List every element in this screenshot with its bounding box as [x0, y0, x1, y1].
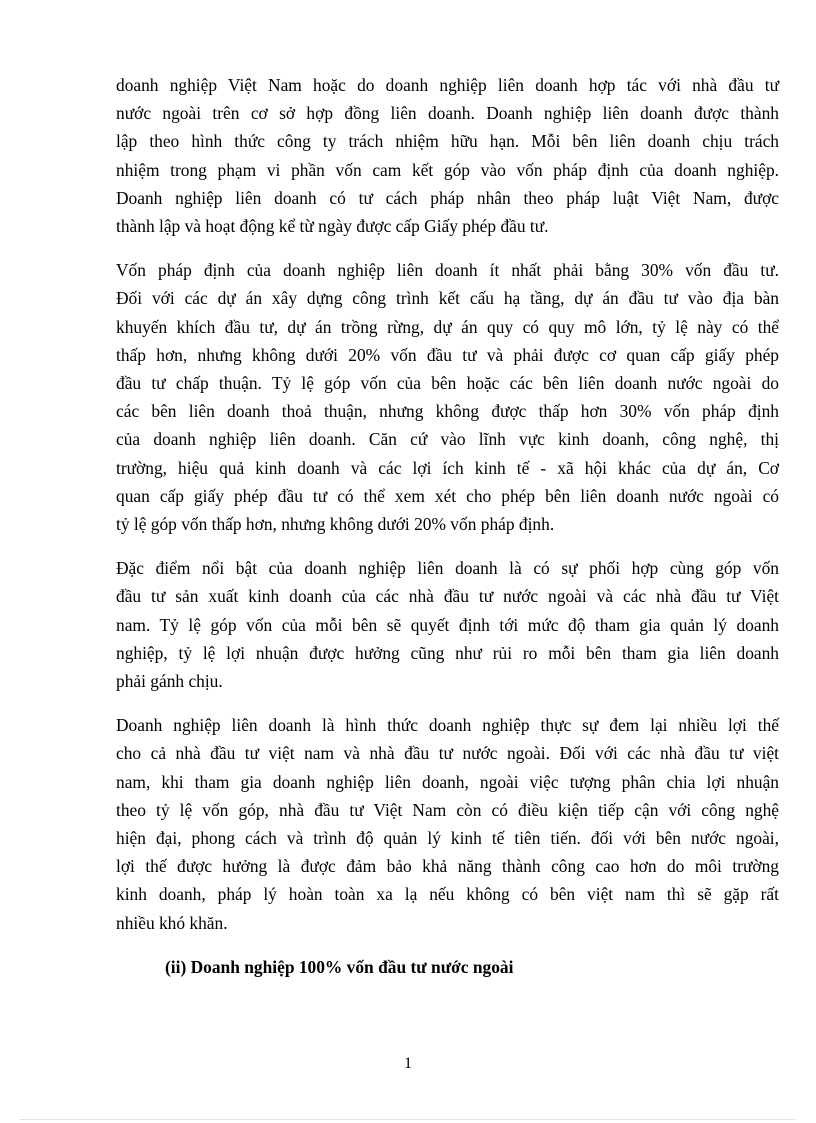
text-line: nhiều khó khăn.: [116, 912, 228, 933]
text-line: nước ngoài trên cơ sở hợp đồng liên doanh. Doanh nghiệp liên doanh được thành: [116, 103, 779, 124]
text-line: lợi thế được hưởng là được đảm bảo khả năng thành công cao hơn do môi trường: [116, 856, 779, 877]
text-line: hiện đại, phong cách và trình độ quản lý kinh tế tiên tiến. đối với bên nước ngoài,: [116, 828, 779, 849]
page-bottom-divider: [20, 1119, 796, 1120]
text-line: lập theo hình thức công ty trách nhiệm hữu hạn. Mỗi bên liên doanh chịu trách: [116, 131, 779, 152]
text-line: doanh nghiệp Việt Nam hoặc do doanh nghiệp liên doanh hợp tác với nhà đầu tư: [116, 75, 779, 95]
text-line: nhiệm trong phạm vi phần vốn cam kết góp vào vốn pháp định của doanh nghiệp.: [116, 159, 779, 180]
text-line: Doanh nghiệp liên doanh có tư cách pháp nhân theo pháp luật Việt Nam, được: [116, 187, 779, 208]
text-line: phải gánh chịu.: [116, 671, 223, 692]
text-line: theo tỷ lệ vốn góp, nhà đầu tư Việt Nam còn có điều kiện tiếp cận với công nghệ: [116, 799, 779, 820]
text-line: Doanh nghiệp liên doanh là hình thức doanh nghiệp thực sự đem lại nhiều lợi thế: [116, 715, 779, 736]
text-line: đầu tư sản xuất kinh doanh của các nhà đầu tư nước ngoài và các nhà đầu tư Việt: [116, 586, 779, 607]
text-line: các bên liên doanh thoả thuận, nhưng không được thấp hơn 30% vốn pháp định: [116, 401, 779, 422]
text-line: đầu tư chấp thuận. Tỷ lệ góp vốn của bên hoặc các bên liên doanh nước ngoài do: [116, 373, 779, 394]
text-line: Đối với các dự án xây dựng công trình kết cấu hạ tầng, dự án đầu tư vào địa bàn: [116, 288, 779, 309]
paragraph-4: [116, 711, 779, 937]
text-line: Đặc điểm nổi bật của doanh nghiệp liên doanh là có sự phối hợp cùng góp vốn: [116, 558, 779, 579]
text-line: tỷ lệ góp vốn thấp hơn, nhưng không dưới 20% vốn pháp định.: [116, 514, 555, 535]
text-line: Vốn pháp định của doanh nghiệp liên doanh ít nhất phải bằng 30% vốn đầu tư.: [116, 260, 779, 281]
text-line: cho cả nhà đầu tư việt nam và nhà đầu tư nước ngoài. Đối với các nhà đầu tư việt: [116, 743, 779, 764]
text-line: nam, khi tham gia doanh nghiệp liên doanh, ngoài việc tượng phân chia lợi nhuận: [116, 771, 779, 792]
body-text: [116, 71, 779, 953]
text-line: trường, hiệu quả kinh doanh và các lợi ích kinh tế - xã hội khác của dự án, Cơ: [116, 457, 779, 478]
paragraph-2: [116, 256, 779, 538]
paragraph-3: [116, 554, 779, 695]
text-line: khuyến khích đầu tư, dự án trồng rừng, dự án quy có quy mô lớn, tỷ lệ này có thể: [116, 316, 779, 337]
text-line: quan cấp giấy phép đầu tư có thể xem xét cho phép bên liên doanh nước ngoài có: [116, 485, 779, 506]
text-line: nam. Tỷ lệ góp vốn của mỗi bên sẽ quyết định tới mức độ tham gia quản lý doanh: [116, 614, 779, 635]
text-line: của doanh nghiệp liên doanh. Căn cứ vào lĩnh vực kinh doanh, công nghệ, thị: [116, 429, 779, 450]
page-number: 1: [404, 1055, 412, 1072]
section-heading: (ii) Doanh nghiệp 100% vốn đầu tư nước ngoài: [165, 957, 514, 977]
text-line: thấp hơn, nhưng không dưới 20% vốn đầu tư và phải được cơ quan cấp giấy phép: [116, 344, 779, 365]
text-line: nghiệp, tỷ lệ lợi nhuận được hưởng cũng như rủi ro mỗi bên tham gia liên doanh: [116, 642, 779, 663]
paragraph-1: [116, 71, 779, 240]
text-line: kinh doanh, pháp lý hoàn toàn xa lạ nếu không có bên việt nam thì sẽ gặp rất: [116, 884, 779, 905]
text-line: thành lập và hoạt động kể từ ngày được cấp Giấy phép đầu tư.: [116, 216, 549, 237]
